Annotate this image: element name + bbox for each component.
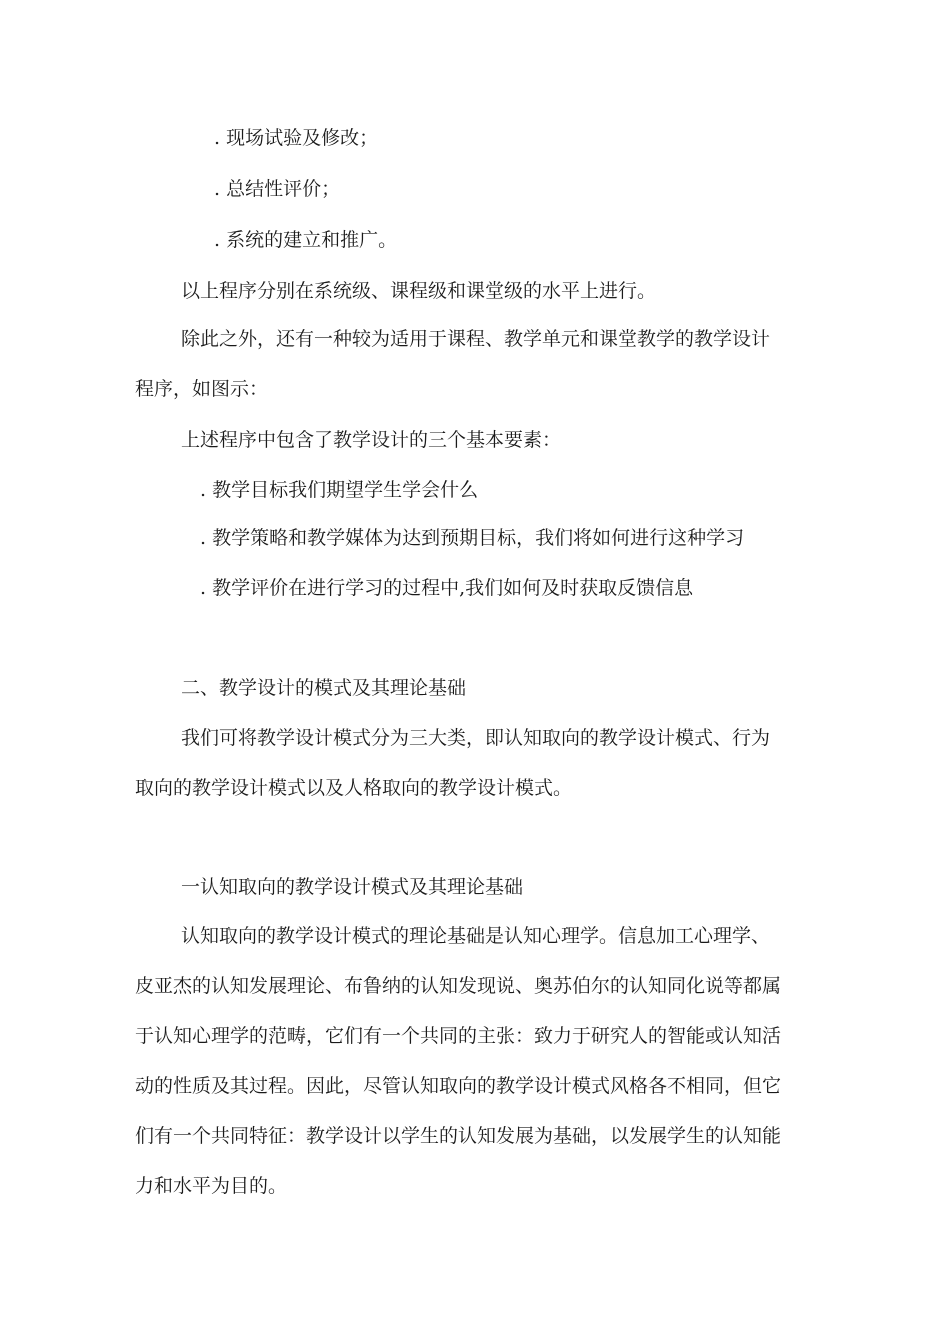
paragraph-other-line: 程序，如图示： [135, 378, 269, 400]
step-item: . 总结性评价； [214, 178, 341, 200]
section-heading: 二、教学设计的模式及其理论基础 [181, 677, 467, 699]
section-paragraph-line: 取向的教学设计模式以及人格取向的教学设计模式。 [135, 777, 573, 799]
cognitive-paragraph-line: 皮亚杰的认知发展理论、布鲁纳的认知发现说、奥苏伯尔的认知同化说等都属 [135, 975, 782, 997]
cognitive-paragraph-line: 们有一个共同特征：教学设计以学生的认知发展为基础，以发展学生的认知能 [135, 1125, 782, 1147]
element-item: . 教学评价在进行学习的过程中,我们如何及时获取反馈信息 [200, 577, 694, 599]
step-item: . 现场试验及修改； [214, 127, 379, 149]
cognitive-paragraph-line: 力和水平为目的。 [135, 1175, 288, 1197]
paragraph-other-line: 除此之外，还有一种较为适用于课程、教学单元和课堂教学的教学设计 [181, 328, 771, 350]
cognitive-paragraph-line: 于认知心理学的范畴，它们有一个共同的主张：致力于研究人的智能或认知活 [135, 1025, 782, 1047]
sub-heading: 一认知取向的教学设计模式及其理论基础 [181, 876, 524, 898]
paragraph-levels: 以上程序分别在系统级、课程级和课堂级的水平上进行。 [181, 280, 657, 302]
cognitive-paragraph-line: 认知取向的教学设计模式的理论基础是认知心理学。信息加工心理学、 [181, 925, 771, 947]
paragraph-elements: 上述程序中包含了教学设计的三个基本要素： [181, 429, 562, 451]
element-item: . 教学策略和教学媒体为达到预期目标，我们将如何进行这种学习 [200, 527, 745, 549]
cognitive-paragraph-line: 动的性质及其过程。因此，尽管认知取向的教学设计模式风格各不相同，但它 [135, 1075, 782, 1097]
step-item: . 系统的建立和推广。 [214, 229, 398, 251]
section-paragraph-line: 我们可将教学设计模式分为三大类，即认知取向的教学设计模式、行为 [181, 727, 771, 749]
element-item: . 教学目标我们期望学生学会什么 [200, 479, 479, 501]
